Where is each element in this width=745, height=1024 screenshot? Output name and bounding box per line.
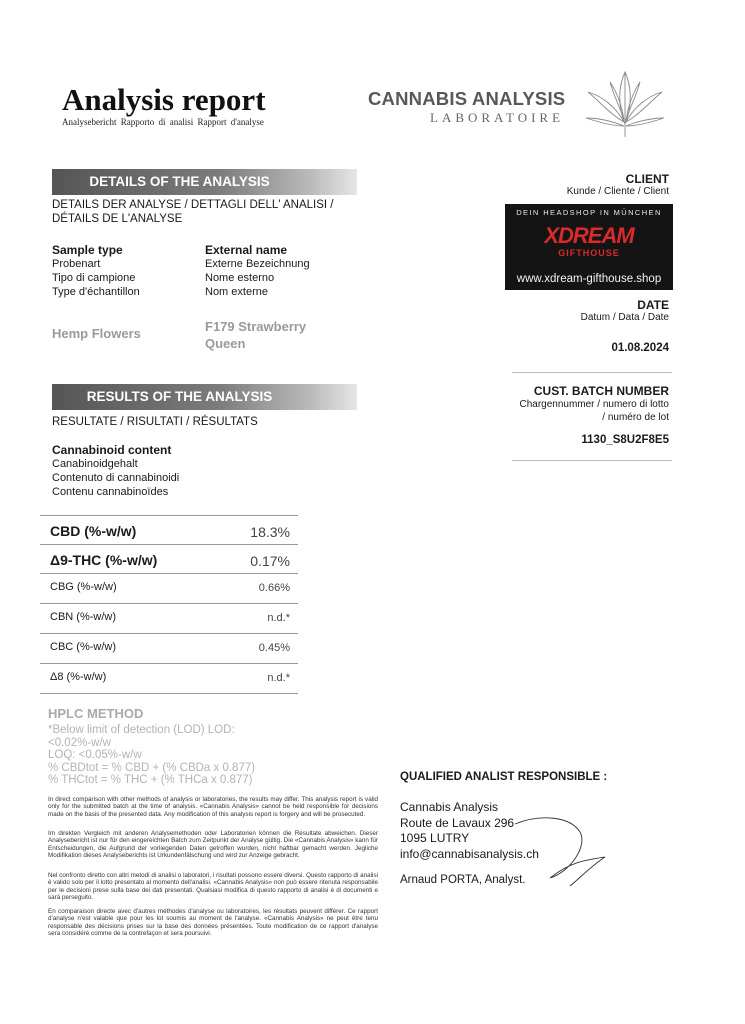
batch-value: 1130_S8U2F8E5 bbox=[581, 434, 669, 446]
page-title: Analysis report bbox=[62, 82, 266, 117]
external-name-label: External name bbox=[205, 243, 288, 257]
client-block: CLIENT Kunde / Cliente / Client bbox=[469, 172, 669, 197]
sample-type-block: Sample type Probenart Tipo di campione Type d'échantillon bbox=[52, 243, 140, 298]
external-name-block: External name Externe Bezeichnung Nome esterno Nom externe bbox=[205, 243, 310, 298]
table-row: CBN (%-w/w) n.d.* bbox=[40, 604, 298, 634]
table-row: CBG (%-w/w) 0.66% bbox=[40, 574, 298, 604]
client-url: www.xdream-gifthouse.shop bbox=[516, 273, 662, 285]
lab-name: CANNABIS ANALYSIS bbox=[368, 88, 566, 109]
details-translations: DETAILS DER ANALYSE / DETTAGLI DELL' ANALISI / DÉTAILS DE L'ANALYSE bbox=[52, 199, 334, 225]
disclaimer-de: Im direkten Vergleich mit anderen Analysemethoden oder Laboratorien können die Resultate abweichen. Dieser Analysebericht ist nur für den eingereichten Batch zum Zeitpunkt der Analyse gültig. Die «Cannabis Analysis» kann für Entscheidungen, die Aufgrund der vorliegenden Daten getroffen wurden, nicht haftbar gemacht werden. Jegliche Modifikation dieses Analyseberichts ist Urkundenfälschung und wird zur Anzeige gebracht. bbox=[48, 830, 378, 860]
analyst-address: Cannabis Analysis Route de Lavaux 296 1095 LUTRY info@cannabisanalysis.ch bbox=[400, 800, 539, 861]
table-row: Δ8 (%-w/w) n.d.* bbox=[40, 664, 298, 694]
method-title: HPLC METHOD bbox=[48, 706, 144, 721]
date-label: DATE bbox=[637, 298, 669, 312]
table-row: Δ9-THC (%-w/w) 0.17% bbox=[40, 545, 298, 574]
cannabinoid-content-label: Cannabinoid content bbox=[52, 443, 172, 457]
client-brand: XDREAM bbox=[544, 223, 634, 248]
signature bbox=[510, 812, 620, 892]
divider bbox=[512, 460, 672, 461]
divider bbox=[512, 372, 672, 373]
sample-type-value: Hemp Flowers bbox=[52, 326, 141, 341]
results-banner: RESULTS OF THE ANALYSIS bbox=[52, 384, 357, 410]
cannabis-leaf-icon bbox=[580, 52, 670, 142]
sample-type-label: Sample type bbox=[52, 243, 123, 257]
client-label: CLIENT bbox=[625, 172, 669, 186]
disclaimer-it: Nel confronto diretto con altri metodi di analisi o laboratori, i risultati possono essere diversi. Questo rapporto di analisi è valido solo per il lotto presentato al momento dell'analisi. «Cannabis Analysis» non può essere ritenuta responsabile per le decisioni prese sulla base dei dati presentati. Qualsiasi modifica di questo rapporto di analisi è di documenti e sarà perseguito. bbox=[48, 872, 378, 902]
lab-subtitle: LABORATOIRE bbox=[430, 110, 565, 125]
date-value: 01.08.2024 bbox=[611, 342, 669, 354]
external-name-value: F179 Strawberry Queen bbox=[205, 319, 307, 351]
disclaimer-fr: En comparaison directe avec d'autres méthodes d'analyse ou laboratoires, les résultats peuvent différer. Ce rapport d'analyse n'est valable que pour les lot soumis au moment de l'analyse. «Cannabis Analysis» ne peut être tenu responsable des décisions prises sur la base des données présentées. Toute modification de ce rapport d'analyse sera considéré comme de la contrefaçon et sera poursuivi. bbox=[48, 908, 378, 938]
table-row: CBC (%-w/w) 0.45% bbox=[40, 634, 298, 664]
results-translations: RESULTATE / RISULTATI / RÉSULTATS bbox=[52, 416, 258, 428]
date-block: DATE Datum / Data / Date bbox=[469, 298, 669, 323]
batch-label: CUST. BATCH NUMBER bbox=[533, 384, 669, 398]
batch-block: CUST. BATCH NUMBER Chargennummer / numero di lotto / numéro de lot bbox=[449, 384, 669, 424]
method-notes: *Below limit of detection (LOD) LOD: <0.02%-w/w LOQ: <0.05%-w/w % CBDtot = % CBD + (% CBDa x 0.877) % THCtot = % THC + (% THCa x 0.877) bbox=[48, 724, 256, 786]
disclaimer-en: In direct comparison with other methods of analysis or laboratories, the results may differ. This analysis report is valid only for the submitted batch at the time of analysis. «Cannabis Analysis» cannot be held responsible for decisions made on the basis of the presented data. Any modification of this analysis report is forgery and will be prosecuted. bbox=[48, 796, 378, 818]
analyst-name: Arnaud PORTA, Analyst. bbox=[400, 874, 526, 886]
cannabinoid-content-block: Cannabinoid content Canabinoidgehalt Contenuto di cannabinoidi Contenu cannabinoïdes bbox=[52, 443, 180, 498]
analyst-label: QUALIFIED ANALIST RESPONSIBLE : bbox=[400, 771, 608, 783]
client-logo: DEIN HEADSHOP IN MÜNCHEN XDREAM GIFTHOUSE www.xdream-gifthouse.shop bbox=[505, 204, 673, 290]
table-row: CBD (%-w/w) 18.3% bbox=[40, 516, 298, 545]
page-subtitle: Analysebericht Rapporto di analisi Rapport d'analyse bbox=[62, 117, 264, 127]
details-banner: DETAILS OF THE ANALYSIS bbox=[52, 169, 357, 195]
